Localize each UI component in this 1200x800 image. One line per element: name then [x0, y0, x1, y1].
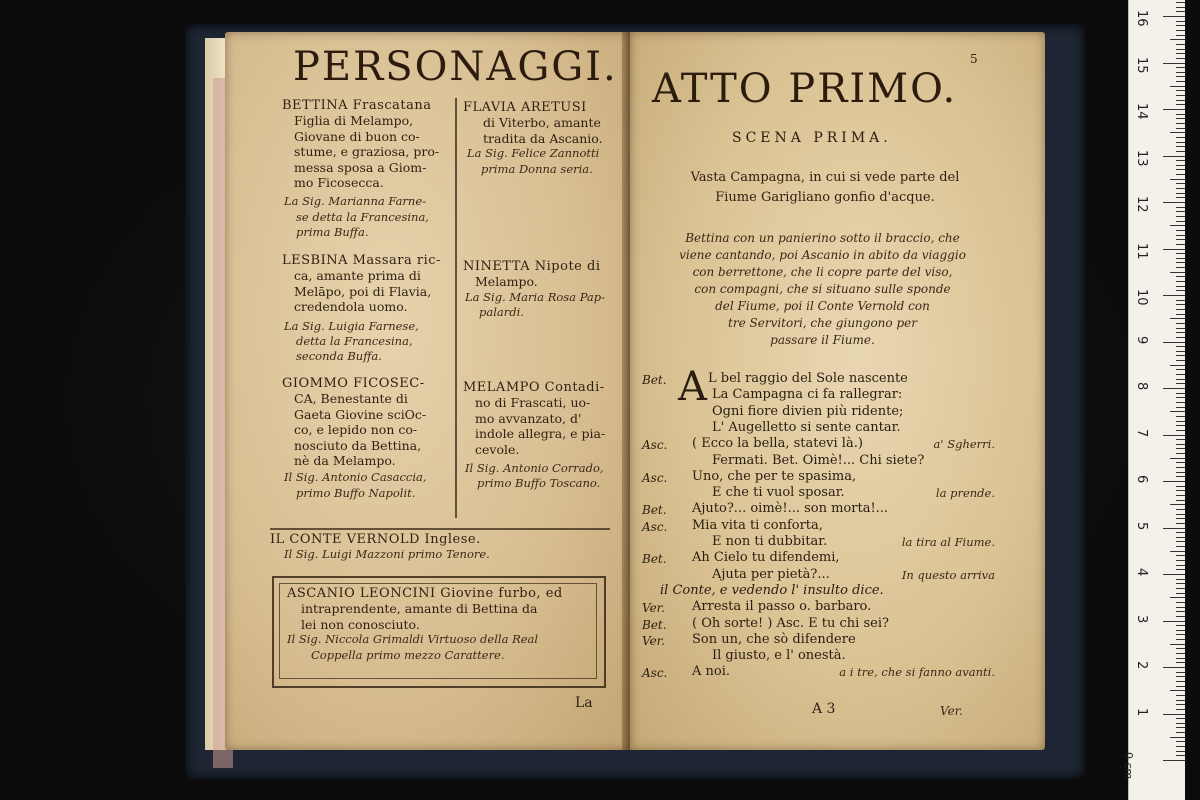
- character-line: tradita da Ascanio.: [483, 130, 603, 146]
- ruler-tick: [1176, 309, 1185, 310]
- ruler-tick: [1163, 435, 1185, 436]
- speaker-label: Asc.: [642, 666, 668, 681]
- ruler-tick: [1176, 555, 1185, 556]
- character-line: Figlia di Melampo,: [294, 113, 414, 129]
- actor-line: La Sig. Felice Zannotti: [467, 146, 600, 161]
- actor-line: La Sig. Luigia Farnese,: [284, 318, 419, 333]
- ruler-tick: [1170, 318, 1185, 319]
- ruler-tick: [1176, 495, 1185, 496]
- ruler-tick: [1170, 690, 1185, 691]
- ruler-tick: [1176, 695, 1185, 696]
- ruler-tick: [1176, 518, 1185, 519]
- dialogue-line: Fermati. Bet. Oimè!... Chi siete?: [712, 452, 925, 468]
- ruler-tick: [1176, 700, 1185, 701]
- ruler-tick: [1176, 546, 1185, 547]
- dialogue-line: Ogni fiore divien più ridente;: [712, 403, 904, 419]
- ruler-tick: [1163, 760, 1185, 761]
- dialogue-line: il Conte, e vedendo l' insulto dice.: [660, 582, 884, 598]
- direction-line: passare il Fiume.: [770, 333, 875, 347]
- ruler-tick: [1176, 123, 1185, 124]
- character-line: messa sposa a Giom-: [294, 159, 427, 175]
- ruler-tick: [1176, 500, 1185, 501]
- character-line: co, e lepido non co-: [294, 422, 418, 438]
- ruler-number: 15: [1134, 56, 1149, 74]
- character-line: BETTINA Frascatana: [282, 98, 432, 113]
- ruler-tick: [1176, 453, 1185, 454]
- ruler-tick: [1176, 634, 1185, 635]
- ruler-tick: [1176, 490, 1185, 491]
- ruler-tick: [1176, 188, 1185, 189]
- character-line: IL CONTE VERNOLD Inglese.: [270, 532, 481, 547]
- ruler-number: 16: [1134, 10, 1149, 27]
- speaker-label: Ver.: [642, 601, 665, 616]
- ruler-tick: [1176, 337, 1185, 338]
- ruler-tick: [1176, 128, 1185, 129]
- actor-line: se detta la Francesina,: [296, 209, 429, 224]
- ruler-tick: [1176, 681, 1185, 682]
- ruler-tick: [1176, 11, 1185, 12]
- ruler-tick: [1176, 648, 1185, 649]
- ruler-number: 7: [1134, 428, 1149, 437]
- speaker-label: Asc.: [642, 519, 668, 534]
- dialogue-line: Ah Cielo tu difendemi,: [692, 550, 840, 566]
- ruler-tick: [1176, 58, 1185, 59]
- dialogue-line: E che ti vuol sposar.: [712, 485, 845, 501]
- ruler-number: 4: [1134, 568, 1149, 577]
- ruler-tick: [1176, 72, 1185, 73]
- ruler-tick: [1176, 328, 1185, 329]
- ruler-tick: [1176, 290, 1185, 291]
- ruler-tick: [1176, 402, 1185, 403]
- ruler-number: 13: [1134, 149, 1149, 167]
- character-melampo: [463, 380, 605, 492]
- ruler-tick: [1163, 342, 1185, 343]
- left-page-title: PERSONAGGI.: [293, 44, 618, 90]
- ruler-tick: [1176, 49, 1185, 50]
- ruler-tick: [1163, 621, 1185, 622]
- ruler-tick: [1170, 365, 1185, 366]
- dialogue-line: Mia vita ti conforta,: [692, 517, 823, 533]
- direction-line: con compagni, che si situano sulle sponde: [694, 282, 951, 296]
- ruler-tick: [1176, 755, 1185, 756]
- actor-line: primo Buffo Toscano.: [477, 476, 601, 491]
- ruler-tick: [1170, 504, 1185, 505]
- act-title: ATTO PRIMO.: [652, 66, 958, 112]
- ruler-tick: [1170, 411, 1185, 412]
- speaker-label: Ver.: [642, 633, 665, 648]
- ruler-tick: [1176, 239, 1185, 240]
- ruler-tick: [1170, 737, 1185, 738]
- ruler-number: 10: [1134, 289, 1149, 306]
- ruler-tick: [1176, 90, 1185, 91]
- ruler-tick: [1176, 25, 1185, 26]
- ruler-tick: [1163, 667, 1185, 668]
- ruler-tick: [1170, 132, 1185, 133]
- ruler-number: 2: [1134, 661, 1149, 670]
- ruler-tick: [1176, 741, 1185, 742]
- ruler-tick: [1176, 383, 1185, 384]
- ruler-tick: [1176, 639, 1185, 640]
- character-line: no di Frascati, uo-: [475, 395, 591, 411]
- ruler-tick: [1176, 509, 1185, 510]
- ruler-tick: [1176, 523, 1185, 524]
- ruler-tick: [1176, 444, 1185, 445]
- ruler-tick: [1176, 541, 1185, 542]
- speaker-label: Bet.: [642, 617, 667, 632]
- character-ninetta: [463, 259, 605, 321]
- aside-direction: In questo arriva: [901, 567, 995, 582]
- ruler-tick: [1176, 472, 1185, 473]
- ruler-tick: [1176, 314, 1185, 315]
- character-line: ca, amante prima di: [294, 268, 421, 284]
- ruler-tick: [1170, 179, 1185, 180]
- ruler-tick: [1176, 360, 1185, 361]
- ruler-tick: [1176, 183, 1185, 184]
- dialogue-line: Arresta il passo o. barbaro.: [692, 599, 872, 615]
- character-bettina: [282, 98, 439, 241]
- ruler-tick: [1176, 104, 1185, 105]
- ruler-tick: [1176, 653, 1185, 654]
- ruler-tick: [1176, 439, 1185, 440]
- stage-direction: [645, 230, 1000, 349]
- ruler-tick: [1176, 746, 1185, 747]
- ruler-tick: [1176, 579, 1185, 580]
- ruler-tick: [1176, 686, 1185, 687]
- ruler-tick: [1176, 160, 1185, 161]
- ruler-tick: [1176, 532, 1185, 533]
- direction-line: tre Servitori, che giungono per: [728, 316, 917, 330]
- ruler-tick: [1176, 67, 1185, 68]
- dialogue-line: L bel raggio del Sole nascente: [708, 371, 908, 386]
- ruler-tick: [1170, 225, 1185, 226]
- dialogue-line: Ajuta per pietà?...: [712, 566, 830, 582]
- actor-line: La Sig. Maria Rosa Pap-: [465, 289, 606, 304]
- direction-line: con berrettone, che li copre parte del viso,: [692, 265, 953, 279]
- actor-line: seconda Buffa.: [296, 349, 382, 364]
- actor-line: Coppella primo mezzo Carattere.: [311, 647, 505, 662]
- ruler-tick: [1176, 281, 1185, 282]
- ruler-tick: [1176, 397, 1185, 398]
- ruler-tick: [1176, 21, 1185, 22]
- ruler-tick: [1176, 709, 1185, 710]
- ruler-tick: [1176, 211, 1185, 212]
- ruler-tick: [1170, 644, 1185, 645]
- ruler-tick: [1176, 393, 1185, 394]
- ruler-tick: [1176, 193, 1185, 194]
- actor-line: palardi.: [479, 305, 524, 320]
- ruler-tick: [1176, 751, 1185, 752]
- ruler-tick: [1163, 249, 1185, 250]
- ruler-tick: [1163, 388, 1185, 389]
- ruler-tick: [1176, 30, 1185, 31]
- aside-direction: a' Sgherri.: [933, 437, 995, 452]
- column-divider: [455, 98, 457, 518]
- ruler-tick: [1176, 718, 1185, 719]
- ruler-tick: [1176, 537, 1185, 538]
- ruler-tick: [1176, 672, 1185, 673]
- ruler-tick: [1170, 86, 1185, 87]
- ruler-number: 12: [1134, 196, 1149, 213]
- ruler-tick: [1176, 142, 1185, 143]
- ruler-tick: [1176, 630, 1185, 631]
- ruler-tick: [1176, 588, 1185, 589]
- character-ascanio: [287, 586, 563, 663]
- actor-line: Il Sig. Luigi Mazzoni primo Tenore.: [284, 547, 490, 562]
- ruler-tick: [1176, 583, 1185, 584]
- character-line: Melāpo, poi di Flavia,: [294, 283, 432, 299]
- character-line: mo Ficosecca.: [294, 175, 384, 191]
- ruler-tick: [1176, 476, 1185, 477]
- ruler-tick: [1176, 137, 1185, 138]
- character-line: di Viterbo, amante: [483, 115, 601, 131]
- ruler-tick: [1176, 53, 1185, 54]
- ruler-tick: [1176, 727, 1185, 728]
- measuring-ruler: [1122, 0, 1185, 800]
- ruler-tick: [1176, 732, 1185, 733]
- character-line: nosciuto da Bettina,: [294, 437, 422, 453]
- ruler-number: 11: [1134, 242, 1149, 260]
- dialogue-line: L' Augelletto si sente cantar.: [712, 419, 901, 435]
- ruler-tick: [1176, 569, 1185, 570]
- character-line: lei non conosciuto.: [301, 616, 420, 632]
- character-conte: [270, 532, 490, 563]
- right-catchword: Ver.: [940, 704, 963, 718]
- ruler-tick: [1176, 169, 1185, 170]
- ruler-tick: [1170, 597, 1185, 598]
- character-line: cevole.: [475, 441, 520, 457]
- ruler-tick: [1163, 714, 1185, 715]
- ruler-tick: [1176, 235, 1185, 236]
- ruler-tick: [1176, 723, 1185, 724]
- actor-line: prima Buffa.: [296, 225, 369, 240]
- ruler-tick: [1176, 2, 1185, 3]
- ruler-tick: [1176, 118, 1185, 119]
- ruler-number: 1: [1134, 707, 1149, 716]
- character-line: stume, e graziosa, pro-: [294, 144, 440, 160]
- ruler-tick: [1176, 332, 1185, 333]
- ruler-tick: [1163, 16, 1185, 17]
- ruler-tick: [1176, 207, 1185, 208]
- ruler-tick: [1176, 44, 1185, 45]
- ruler-number: 3: [1134, 614, 1149, 623]
- ruler-tick: [1170, 458, 1185, 459]
- character-line: indole allegra, e pia-: [475, 426, 606, 442]
- ruler-tick: [1176, 7, 1185, 8]
- ruler-tick: [1176, 197, 1185, 198]
- character-line: Melampo.: [475, 274, 538, 290]
- ruler-tick: [1176, 611, 1185, 612]
- ruler-tick: [1176, 253, 1185, 254]
- ruler-tick: [1176, 379, 1185, 380]
- actor-line: detta la Francesina,: [296, 334, 413, 349]
- dialogue-line: La Campagna ci fa rallegrar:: [712, 387, 903, 403]
- dialogue-line: ( Oh sorte! ) Asc. E tu chi sei?: [692, 615, 889, 631]
- ruler-tick: [1163, 574, 1185, 575]
- ruler-tick: [1163, 481, 1185, 482]
- speaker-label: Bet.: [642, 373, 667, 387]
- ruler-tick: [1176, 676, 1185, 677]
- direction-line: Bettina con un panierino sotto il braccio, che: [685, 231, 960, 245]
- character-line: Gaeta Giovine sciOc-: [294, 406, 427, 422]
- ruler-tick: [1176, 425, 1185, 426]
- character-line: nè da Melampo.: [294, 453, 396, 469]
- ruler-tick: [1176, 467, 1185, 468]
- character-line: NINETTA Nipote di: [463, 259, 601, 274]
- speaker-label: Asc.: [642, 438, 668, 453]
- actor-line: La Sig. Marianna Farne-: [284, 194, 427, 209]
- ruler-number: 9: [1134, 335, 1149, 344]
- ruler-tick: [1176, 351, 1185, 352]
- ruler-tick: [1176, 607, 1185, 608]
- speaker-label: Bet.: [642, 552, 667, 567]
- ruler-number: 8: [1134, 382, 1149, 391]
- ruler-tick: [1170, 272, 1185, 273]
- dialogue-line: Ajuto?... oimè!... son morta!...: [692, 501, 889, 517]
- character-flavia: [463, 100, 603, 177]
- ruler-tick: [1176, 35, 1185, 36]
- ruler-tick: [1163, 295, 1185, 296]
- setting-block: [660, 168, 990, 208]
- ruler-tick: [1176, 407, 1185, 408]
- ruler-number: 14: [1134, 103, 1149, 120]
- signature-mark: A 3: [812, 701, 836, 717]
- ruler-tick: [1176, 616, 1185, 617]
- setting-line: Fiume Garigliano gonfio d'acque.: [715, 190, 935, 205]
- character-line: LESBINA Massara ric-: [282, 253, 441, 268]
- ruler-tick: [1176, 323, 1185, 324]
- character-lesbina: [282, 253, 441, 365]
- ruler-tick: [1163, 109, 1185, 110]
- ruler-tick: [1176, 514, 1185, 515]
- character-line: Giovane di buon co-: [294, 128, 420, 144]
- ruler-tick: [1176, 658, 1185, 659]
- ruler-tick: [1163, 63, 1185, 64]
- speaker-label: Asc.: [642, 470, 668, 485]
- ruler-tick: [1176, 625, 1185, 626]
- ruler-tick: [1176, 662, 1185, 663]
- character-line: FLAVIA ARETUSI: [463, 100, 587, 115]
- ruler-tick: [1170, 551, 1185, 552]
- speaker-label: Bet.: [642, 503, 667, 518]
- ruler-tick: [1176, 174, 1185, 175]
- ruler-tick: [1176, 258, 1185, 259]
- ruler-tick: [1176, 267, 1185, 268]
- character-line: MELAMPO Contadi-: [463, 380, 605, 395]
- ruler-tick: [1176, 602, 1185, 603]
- ruler-tick: [1176, 355, 1185, 356]
- ruler-tick: [1163, 202, 1185, 203]
- dialogue-line: ( Ecco la bella, statevi là.): [692, 436, 863, 452]
- character-line: mo avvanzato, d': [475, 410, 582, 426]
- ruler-tick: [1176, 430, 1185, 431]
- dialogue-line: A noi.: [692, 664, 731, 680]
- direction-line: del Fiume, poi il Conte Vernold con: [715, 299, 930, 313]
- ruler-tick: [1176, 221, 1185, 222]
- character-line: GIOMMO FICOSEC-: [282, 376, 425, 391]
- actor-line: prima Donna seria.: [481, 161, 593, 176]
- dialogue-line: E non ti dubbitar.: [712, 534, 828, 549]
- ruler-tick: [1176, 704, 1185, 705]
- actor-line: Il Sig. Antonio Casaccia,: [284, 470, 427, 485]
- ruler-tick: [1163, 528, 1185, 529]
- ruler-tick: [1176, 300, 1185, 301]
- ruler-tick: [1176, 276, 1185, 277]
- ruler-tick: [1176, 346, 1185, 347]
- ruler-tick: [1176, 286, 1185, 287]
- ruler-tick: [1170, 39, 1185, 40]
- ruler-tick: [1176, 593, 1185, 594]
- ruler-number: 6: [1134, 475, 1149, 484]
- character-line: CA, Benestante di: [294, 391, 408, 407]
- ruler-tick: [1176, 448, 1185, 449]
- ruler-tick: [1176, 76, 1185, 77]
- ruler-number: 5: [1134, 521, 1149, 530]
- actor-line: Il Sig. Niccola Grimaldi Virtuoso della Real: [287, 632, 539, 647]
- ruler-unit: 0 cm: [1122, 752, 1135, 780]
- ruler-tick: [1176, 81, 1185, 82]
- character-giommo: [282, 376, 427, 501]
- aside-direction: a i tre, che si fanno avanti.: [839, 665, 995, 680]
- left-catchword: La: [575, 695, 593, 711]
- ruler-tick: [1176, 369, 1185, 370]
- ruler-tick: [1176, 565, 1185, 566]
- ruler-tick: [1176, 230, 1185, 231]
- dialogue-line: Uno, che per te spasima,: [692, 468, 857, 484]
- ruler-tick: [1176, 262, 1185, 263]
- direction-line: viene cantando, poi Ascanio in abito da viaggio: [679, 248, 966, 262]
- ruler-tick: [1176, 421, 1185, 422]
- ruler-tick: [1176, 114, 1185, 115]
- actor-line: Il Sig. Antonio Corrado,: [465, 461, 604, 476]
- character-line: intraprendente, amante di Bettina da: [301, 601, 538, 617]
- ruler-tick: [1176, 95, 1185, 96]
- ruler-tick: [1176, 416, 1185, 417]
- ruler-tick: [1176, 146, 1185, 147]
- ruler-tick: [1176, 486, 1185, 487]
- ruler-tick: [1176, 462, 1185, 463]
- dialogue-line: Son un, che sò difendere: [692, 631, 856, 647]
- ruler-tick: [1176, 374, 1185, 375]
- aside-direction: la prende.: [935, 486, 995, 501]
- ruler-tick: [1176, 560, 1185, 561]
- ruler-tick: [1176, 165, 1185, 166]
- actor-line: primo Buffo Napolit.: [296, 485, 416, 500]
- character-line: credendola uomo.: [294, 299, 408, 315]
- dialogue-line: Il giusto, e l' onestà.: [712, 648, 846, 664]
- page-number: 5: [970, 52, 978, 66]
- ruler-tick: [1176, 244, 1185, 245]
- ruler-tick: [1176, 100, 1185, 101]
- ruler-tick: [1176, 151, 1185, 152]
- ruler-tick: [1176, 216, 1185, 217]
- drop-cap: A: [678, 364, 707, 410]
- scene-title: SCENA PRIMA.: [732, 130, 892, 146]
- setting-line: Vasta Campagna, in cui si vede parte del: [690, 170, 960, 185]
- aside-direction: la tira al Fiume.: [901, 535, 995, 549]
- section-rule: [270, 528, 610, 530]
- character-line: ASCANIO LEONCINI Giovine furbo, ed: [287, 586, 563, 601]
- ruler-tick: [1176, 304, 1185, 305]
- ruler-tick: [1163, 156, 1185, 157]
